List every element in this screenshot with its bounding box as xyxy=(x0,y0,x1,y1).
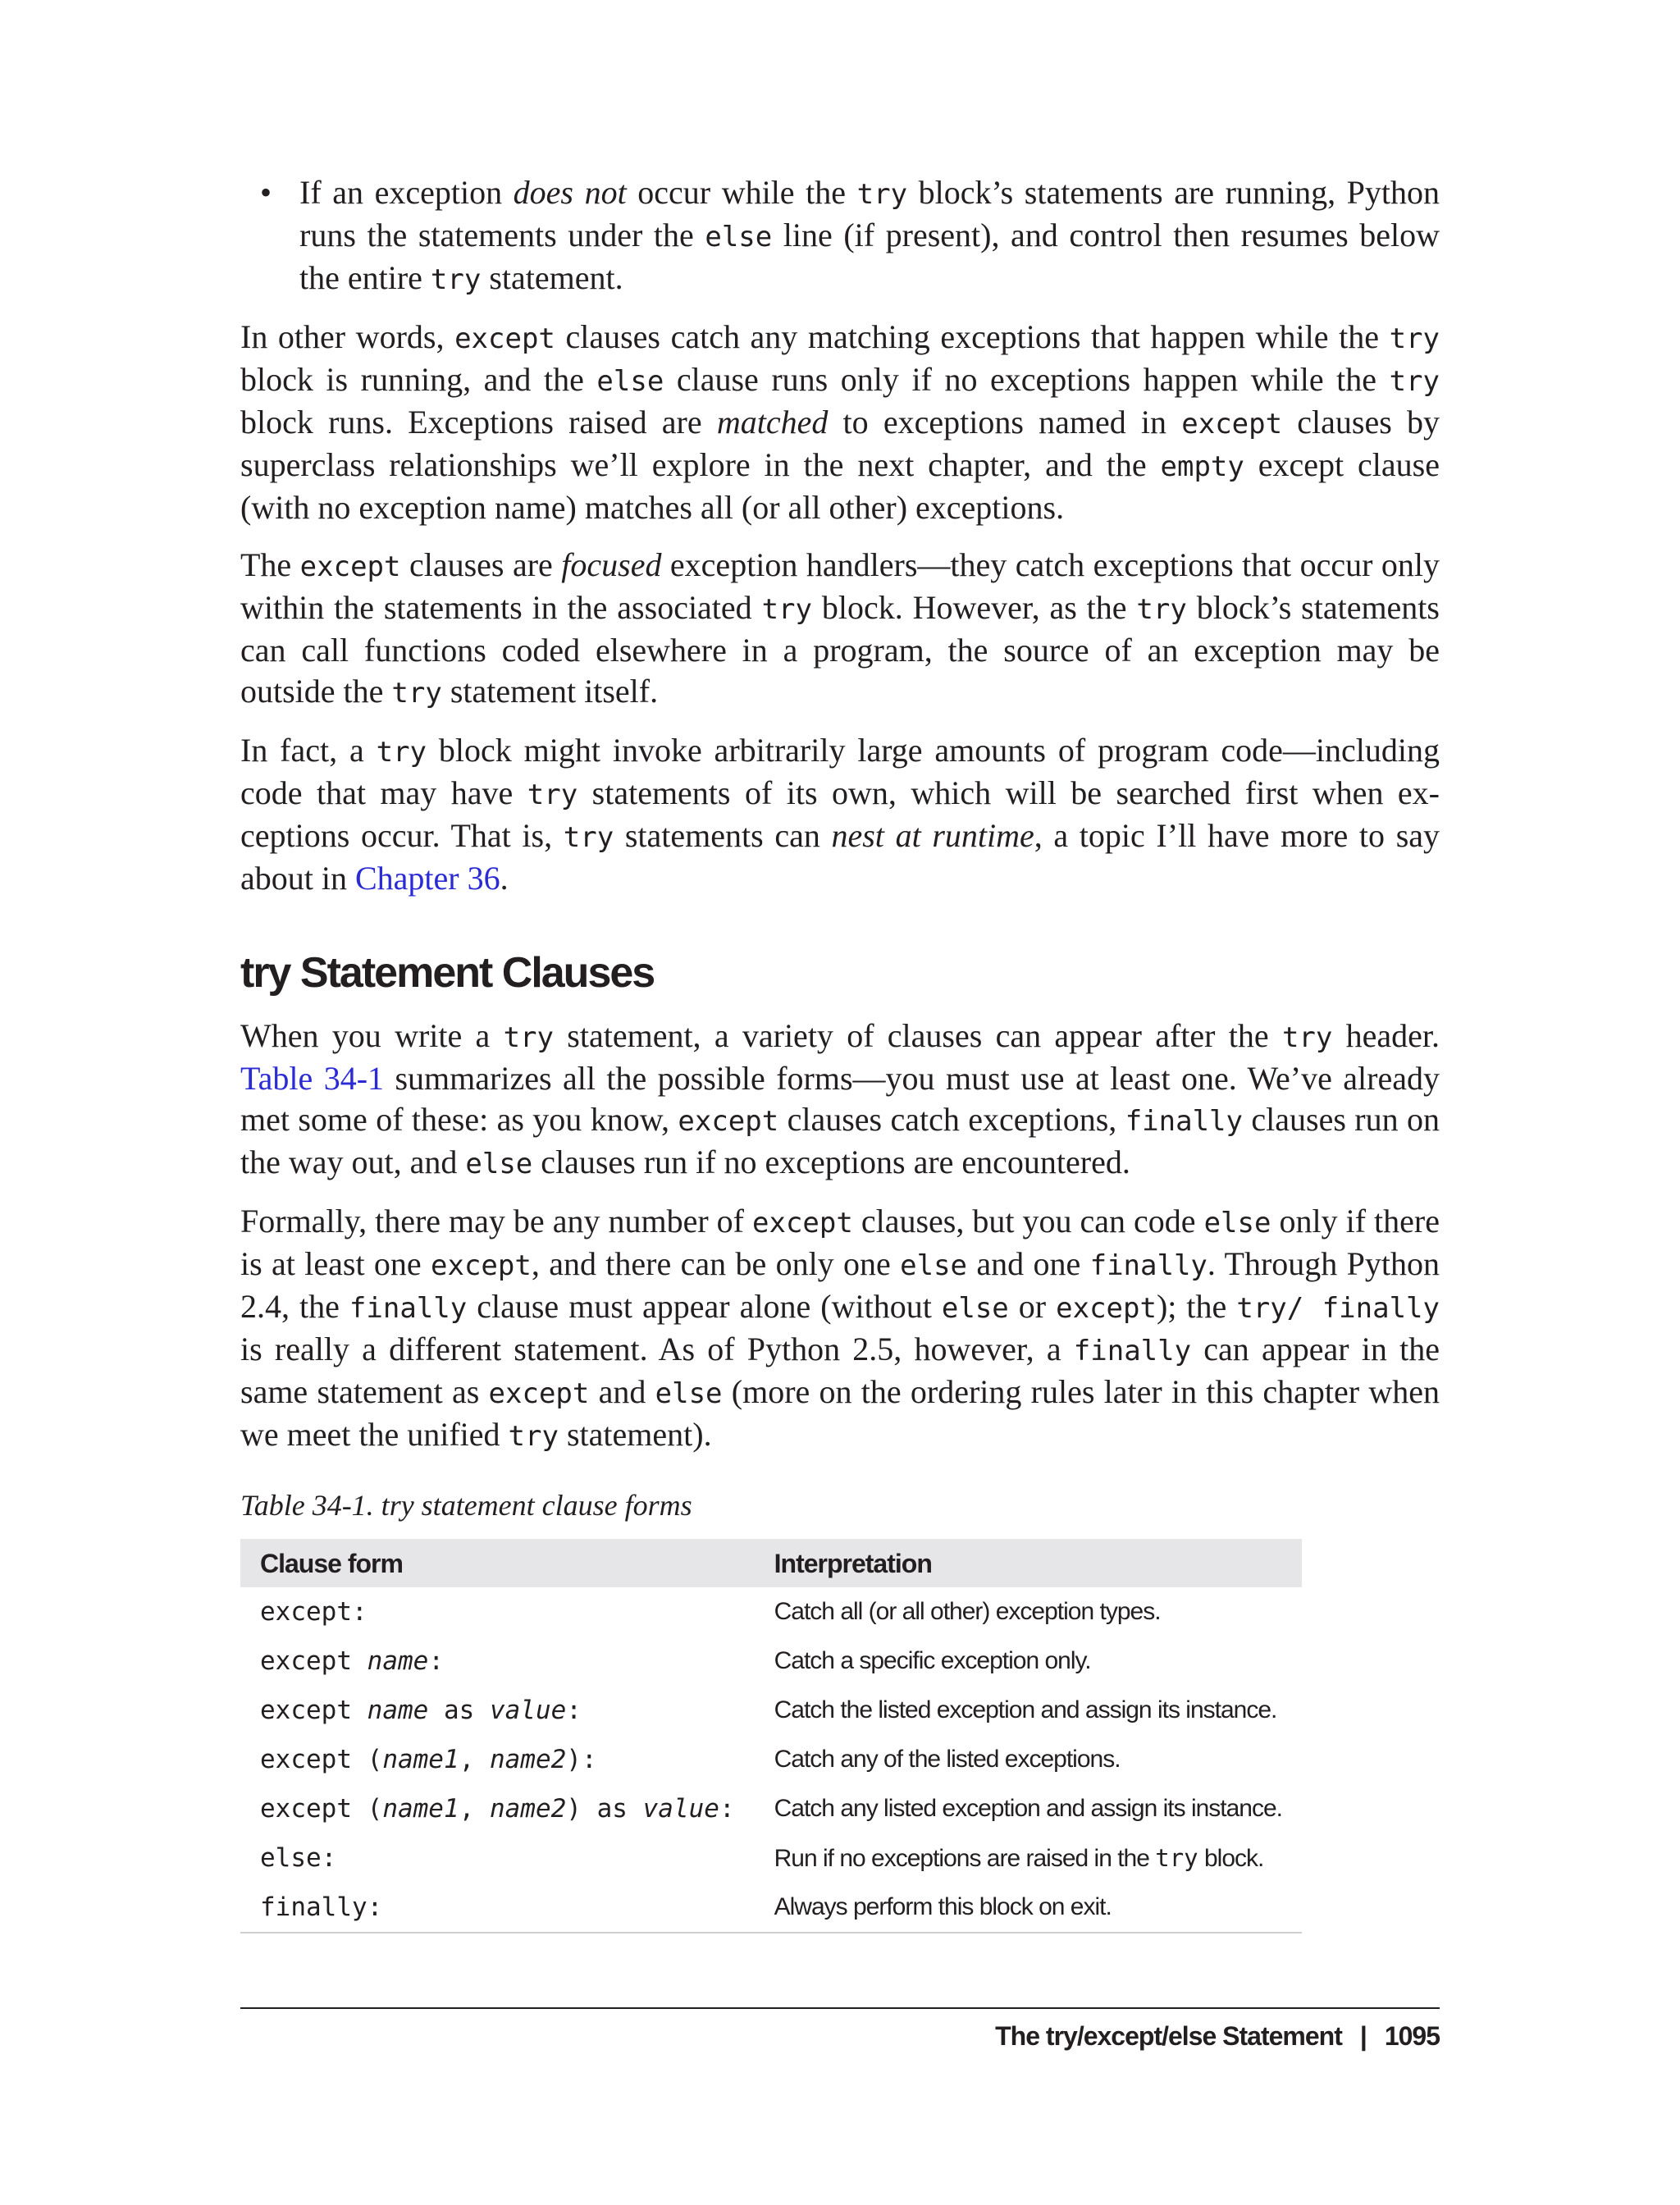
text: statement). xyxy=(558,1416,712,1453)
clause-forms-table xyxy=(240,1539,1302,1933)
code: except xyxy=(454,322,555,355)
code: finally: xyxy=(260,1892,383,1922)
text: clauses, but you can code xyxy=(852,1203,1204,1239)
table-header-row xyxy=(240,1539,1302,1587)
text: ); the xyxy=(1156,1288,1237,1325)
code: finally xyxy=(1073,1335,1192,1367)
code: else xyxy=(465,1148,533,1180)
text: Formally, there may be any number of xyxy=(240,1203,752,1239)
interpretation-cell: Catch any of the listed exceptions. xyxy=(774,1746,1121,1773)
text: clauses run on the way out, and xyxy=(240,1101,1440,1180)
text: block’s statements can call functions coded elsewhere in a program, the source of an exception may be outside the xyxy=(240,589,1440,710)
footer-divider xyxy=(240,2007,1440,2009)
code: : xyxy=(719,1794,735,1824)
interpretation-cell: Always perform this block on exit. xyxy=(755,1883,1302,1933)
text: clauses by superclass relationships we’ll explore in the next chapter, and the xyxy=(240,404,1440,483)
emphasis: matched xyxy=(716,404,829,441)
text: clauses are xyxy=(400,546,562,583)
text: statements of its own, which will be searched first when exceptions occur. That is, xyxy=(240,774,1440,854)
code: try xyxy=(1155,1843,1198,1872)
code: try xyxy=(1389,322,1440,355)
text: can appear in the same statement as xyxy=(240,1331,1440,1410)
paragraph-1 xyxy=(240,317,1440,528)
code: finally xyxy=(349,1292,468,1325)
text: block. xyxy=(1198,1844,1264,1872)
code: except xyxy=(1056,1292,1157,1325)
running-footer-section: The try/except/else Statement xyxy=(995,2021,1342,2051)
paragraph-2 xyxy=(240,545,1440,714)
code: try xyxy=(527,778,578,811)
code: else xyxy=(705,221,773,253)
paragraph-4 xyxy=(240,1016,1440,1185)
text: is really a different statement. As of Python 2.5, however, a xyxy=(240,1331,1074,1367)
text: block’s statements are running, Python runs the statements under the xyxy=(299,174,1440,253)
code: try xyxy=(503,1021,554,1054)
text: block. However, as the xyxy=(811,589,1137,626)
text: In other words, xyxy=(240,318,455,355)
text: line (if present), and control then resumes below the entire xyxy=(299,217,1440,296)
code: as xyxy=(428,1696,490,1725)
code: empty xyxy=(1160,450,1244,483)
code: : xyxy=(428,1646,444,1676)
table-caption: Table 34-1. try statement clause forms xyxy=(240,1489,692,1522)
emphasis: does not xyxy=(513,174,627,211)
code: except xyxy=(431,1249,532,1282)
text: block runs. Exceptions raised are xyxy=(240,404,717,441)
code: : xyxy=(566,1696,582,1725)
code: try xyxy=(391,677,442,710)
code: try xyxy=(563,821,614,854)
text: . Through Python 2.4, the xyxy=(240,1245,1440,1325)
text: block might invoke arbitrarily large amounts of program code—including code that may have xyxy=(240,732,1440,811)
clause-form-cell xyxy=(240,1686,755,1735)
code: finally xyxy=(1089,1249,1208,1282)
page-content xyxy=(240,172,1440,1933)
code: except xyxy=(299,550,401,583)
text: , a topic I’ll have more to say about in xyxy=(240,817,1440,897)
page-number: 1095 xyxy=(1384,2021,1440,2051)
text: and xyxy=(589,1373,655,1410)
table-row xyxy=(240,1883,1302,1933)
text: statement itself. xyxy=(441,673,659,710)
code-italic: name xyxy=(367,1646,429,1676)
table-row xyxy=(240,1784,1302,1833)
interpretation-cell: Catch the listed exception and assign its instance. xyxy=(774,1696,1277,1723)
code: else xyxy=(655,1377,723,1410)
code-italic: name2 xyxy=(489,1745,567,1774)
chapter-36-link[interactable]: Chapter 36 xyxy=(354,860,500,897)
code: else xyxy=(900,1249,968,1282)
code: except xyxy=(752,1207,853,1239)
table-body xyxy=(240,1587,1302,1933)
text: If an exception xyxy=(299,174,514,211)
table-row xyxy=(240,1833,1302,1883)
text: (more on the ordering rules later in this chapter when we meet the unified xyxy=(240,1373,1440,1453)
text: and one xyxy=(967,1245,1090,1282)
code-italic: value xyxy=(642,1794,719,1824)
column-header-clause-form: Clause form xyxy=(240,1539,755,1587)
code: try xyxy=(1136,593,1187,626)
text: When you write a xyxy=(240,1017,504,1054)
running-footer xyxy=(240,2020,1440,2052)
code: try xyxy=(856,178,908,211)
code: try xyxy=(1281,1021,1333,1054)
text: occur while the xyxy=(626,174,857,211)
text: except clause (with no exception name) matches all (or all other) exceptions. xyxy=(240,446,1440,526)
text: statements can xyxy=(614,817,832,854)
code: except ( xyxy=(260,1745,383,1774)
text: summarizes all the possible forms—you must use at least one. We’ve already met some of these: as you know, xyxy=(240,1060,1440,1138)
text: clauses run if no exceptions are encountered. xyxy=(532,1144,1130,1180)
code: try xyxy=(376,736,427,769)
text: to exceptions named in xyxy=(828,404,1182,441)
clause-form-cell xyxy=(240,1883,755,1933)
code: except xyxy=(678,1105,779,1138)
bullet-item xyxy=(240,172,1440,300)
code: else xyxy=(1203,1207,1271,1239)
table-34-1-link[interactable]: Table 34-1 xyxy=(240,1060,385,1097)
text: . xyxy=(500,860,509,897)
interpretation-cell: Catch any listed exception and assign its instance. xyxy=(774,1795,1283,1822)
code: finally xyxy=(1125,1105,1243,1138)
text: statement, a variety of clauses can appear after the xyxy=(554,1017,1282,1054)
code: else xyxy=(596,365,664,398)
code: try xyxy=(430,263,482,296)
code: , xyxy=(459,1745,490,1774)
code-italic: name1 xyxy=(382,1745,459,1774)
footer-separator: | xyxy=(1359,2021,1367,2051)
code: else xyxy=(941,1292,1009,1325)
code: except: xyxy=(260,1597,368,1627)
text: only if there is at least one xyxy=(240,1203,1440,1282)
code-italic: name1 xyxy=(382,1794,459,1824)
text: statement. xyxy=(481,259,623,296)
interpretation-cell: Catch a specific exception only. xyxy=(774,1647,1091,1674)
clause-form-cell xyxy=(240,1587,755,1637)
column-header-interpretation: Interpretation xyxy=(755,1539,1302,1587)
table-header xyxy=(240,1539,1302,1587)
code: except xyxy=(260,1646,368,1676)
code: , xyxy=(459,1794,490,1824)
text: or xyxy=(1008,1288,1057,1325)
text: clause runs only if no exceptions happen while the xyxy=(664,361,1390,398)
text: block is running, and the xyxy=(240,361,597,398)
interpretation-cell xyxy=(755,1833,1302,1883)
paragraph-5 xyxy=(240,1201,1440,1457)
code: try/ finally xyxy=(1236,1292,1440,1325)
code: except xyxy=(260,1696,368,1725)
interpretation-cell: Catch all (or all other) exception types. xyxy=(774,1598,1161,1625)
code-italic: value xyxy=(489,1696,567,1725)
bullet-dot-icon: • xyxy=(260,174,272,211)
text: clauses catch exceptions, xyxy=(778,1101,1125,1138)
code: except ( xyxy=(260,1794,383,1824)
text: Run if no exceptions are raised in the xyxy=(774,1844,1156,1872)
code: except xyxy=(488,1377,590,1410)
clause-form-cell xyxy=(240,1637,755,1686)
text: The xyxy=(240,546,300,583)
code: except xyxy=(1181,408,1283,441)
text: , and there can be only one xyxy=(531,1245,901,1282)
text: header. xyxy=(1332,1017,1440,1054)
table-row xyxy=(240,1686,1302,1735)
code-italic: name xyxy=(367,1696,429,1725)
emphasis: focused xyxy=(561,546,662,583)
clause-form-cell xyxy=(240,1833,755,1883)
table-row xyxy=(240,1735,1302,1784)
code: try xyxy=(761,593,812,626)
code: else: xyxy=(260,1843,337,1873)
text: clause must appear alone (without xyxy=(467,1288,942,1325)
code: try xyxy=(508,1420,559,1453)
code: try xyxy=(1389,365,1440,398)
code: ): xyxy=(566,1745,597,1774)
code: ) as xyxy=(566,1794,643,1824)
clause-form-cell xyxy=(240,1784,755,1833)
text: exception handlers—they catch exceptions that occur only within the statements in the associated xyxy=(240,546,1440,626)
emphasis: nest at runtime xyxy=(831,817,1034,854)
table-row xyxy=(240,1587,1302,1637)
section-heading: try Statement Clauses xyxy=(240,949,655,997)
text: In fact, a xyxy=(240,732,377,769)
code-italic: name2 xyxy=(489,1794,567,1824)
clause-form-cell xyxy=(240,1735,755,1784)
paragraph-3 xyxy=(240,730,1440,899)
text: clauses catch any matching exceptions that happen while the xyxy=(555,318,1390,355)
table-row xyxy=(240,1637,1302,1686)
